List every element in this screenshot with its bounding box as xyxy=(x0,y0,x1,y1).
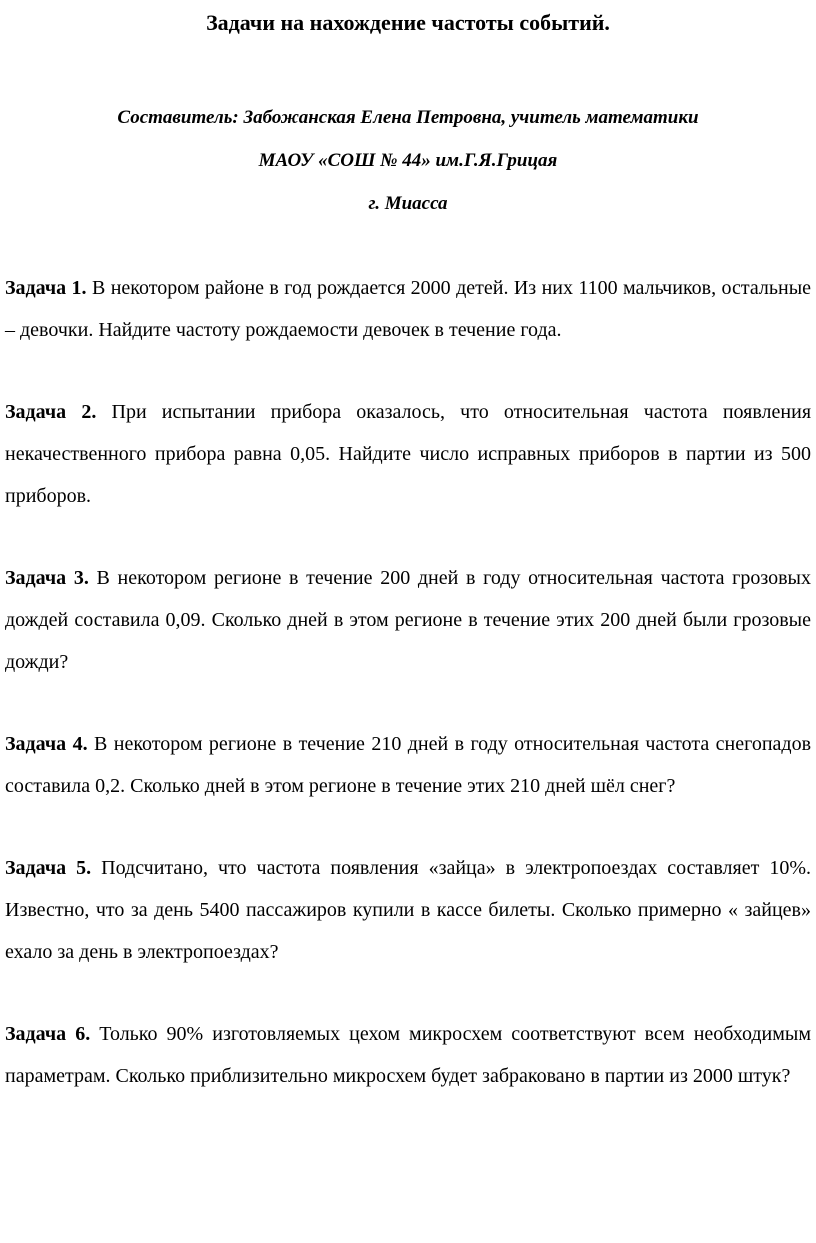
task-label-3: Задача 3. xyxy=(5,567,89,589)
task-paragraph-5 xyxy=(5,847,811,973)
task-label-6: Задача 6. xyxy=(5,1023,91,1045)
task-text-5: Подсчитано, что частота появления «зайца» в электропоездах составляет 10%. Известно, что за день 5400 пассажиров купили в кассе билеты. Сколько примерно « зайцев» ехало за день в электропоездах? xyxy=(5,857,811,963)
task-text-1: В некотором районе в год рождается 2000 детей. Из них 1100 мальчиков, остальные – девочки. Найдите частоту рождаемости девочек в течение года. xyxy=(5,277,812,341)
task-text-2: При испытании прибора оказалось, что относительная частота появления некачественного прибора равна 0,05. Найдите число исправных приборов в партии из 500 приборов. xyxy=(5,401,812,507)
task-text-4: В некотором регионе в течение 210 дней в году относительная частота снегопадов составила 0,2. Сколько дней в этом регионе в течение этих 210 дней шёл снег? xyxy=(5,733,812,797)
task-paragraph-1 xyxy=(5,267,811,351)
task-text-6: Только 90% изготовляемых цехом микросхем соответствуют всем необходимым параметрам. Сколько приблизительно микросхем будет забраковано в партии из 2000 штук? xyxy=(5,1023,811,1087)
task-label-1: Задача 1. xyxy=(5,277,87,299)
task-paragraph-6 xyxy=(5,1013,811,1097)
task-label-4: Задача 4. xyxy=(5,733,88,755)
task-text-3: В некотором регионе в течение 200 дней в году относительная частота грозовых дождей составила 0,09. Сколько дней в этом регионе в течение этих 200 дней были грозовые дожди? xyxy=(5,567,811,673)
page-title: Задачи на нахождение частоты событий. xyxy=(206,10,610,35)
byline-school: МАОУ «СОШ № 44» им.Г.Я.Грицая xyxy=(258,150,558,171)
task-paragraph-3 xyxy=(5,557,811,683)
byline xyxy=(5,96,811,225)
byline-city: г. Миасса xyxy=(368,193,448,214)
task-label-2: Задача 2. xyxy=(5,401,97,423)
byline-author: Составитель: Забожанская Елена Петровна, учитель математики xyxy=(117,107,699,128)
task-paragraph-2 xyxy=(5,391,811,517)
task-paragraph-4 xyxy=(5,723,811,807)
task-label-5: Задача 5. xyxy=(5,857,92,879)
